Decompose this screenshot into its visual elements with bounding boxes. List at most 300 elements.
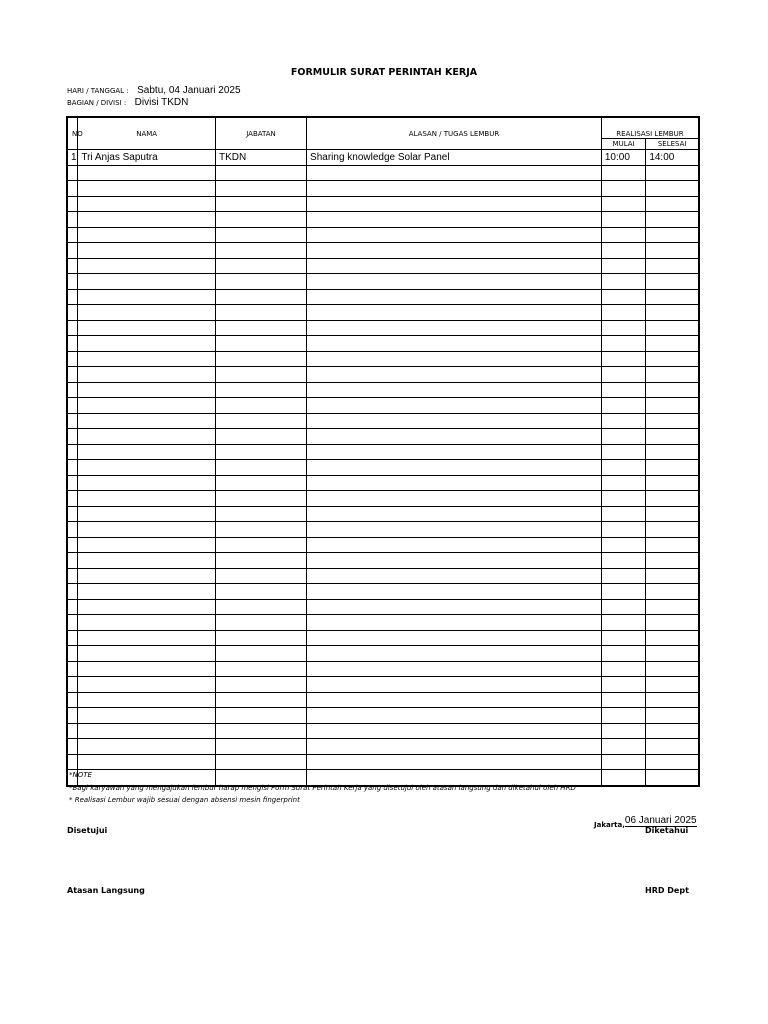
cell-jabatan[interactable] <box>215 305 306 321</box>
cell-jabatan[interactable] <box>215 243 306 259</box>
header-mulai: MULAI <box>601 139 645 150</box>
cell-jabatan[interactable] <box>215 398 306 414</box>
cell-jabatan[interactable] <box>215 568 306 584</box>
cell-nama[interactable] <box>78 165 216 181</box>
cell-nama[interactable] <box>78 522 216 538</box>
cell-jabatan[interactable] <box>215 367 306 383</box>
cell-jabatan[interactable] <box>215 429 306 445</box>
header-jabatan: JABATAN <box>215 117 306 150</box>
cell-nama[interactable] <box>78 413 216 429</box>
cell-no[interactable] <box>67 739 78 755</box>
cell-selesai[interactable] <box>646 351 699 367</box>
cell-mulai[interactable] <box>601 506 645 522</box>
cell-mulai[interactable] <box>601 522 645 538</box>
cell-alasan[interactable] <box>307 506 602 522</box>
cell-mulai[interactable] <box>601 584 645 600</box>
cell-mulai[interactable] <box>601 336 645 352</box>
cell-jabatan[interactable] <box>215 677 306 693</box>
cell-selesai[interactable] <box>646 398 699 414</box>
table-row <box>67 677 699 693</box>
cell-alasan[interactable] <box>307 181 602 197</box>
cell-jabatan[interactable] <box>215 351 306 367</box>
cell-selesai[interactable] <box>646 212 699 228</box>
cell-no[interactable] <box>67 305 78 321</box>
cell-nama[interactable] <box>78 305 216 321</box>
cell-jabatan[interactable] <box>215 336 306 352</box>
cell-mulai[interactable] <box>601 243 645 259</box>
cell-mulai[interactable] <box>601 692 645 708</box>
cell-nama[interactable] <box>78 196 216 212</box>
cell-alasan[interactable] <box>307 367 602 383</box>
table-row <box>67 274 699 290</box>
cell-selesai[interactable] <box>646 274 699 290</box>
cell-alasan[interactable] <box>307 429 602 445</box>
cell-alasan[interactable] <box>307 692 602 708</box>
hari-tanggal-value[interactable]: Sabtu, 04 Januari 2025 <box>137 85 241 96</box>
cell-mulai[interactable] <box>601 739 645 755</box>
notes <box>69 769 576 807</box>
cell-alasan[interactable] <box>307 661 602 677</box>
cell-jabatan[interactable] <box>215 723 306 739</box>
cell-alasan[interactable] <box>307 553 602 569</box>
cell-nama[interactable] <box>78 677 216 693</box>
cell-selesai[interactable] <box>646 584 699 600</box>
cell-nama[interactable] <box>78 320 216 336</box>
table-row <box>67 227 699 243</box>
table-row <box>67 258 699 274</box>
cell-alasan[interactable] <box>307 413 602 429</box>
cell-nama[interactable] <box>78 723 216 739</box>
cell-no[interactable] <box>67 615 78 631</box>
cell-mulai[interactable] <box>601 289 645 305</box>
cell-nama[interactable] <box>78 429 216 445</box>
cell-no[interactable] <box>67 320 78 336</box>
diketahui-label: Diketahui <box>645 826 689 835</box>
cell-alasan[interactable] <box>307 630 602 646</box>
cell-alasan[interactable] <box>307 677 602 693</box>
cell-no[interactable] <box>67 413 78 429</box>
cell-mulai[interactable] <box>601 661 645 677</box>
cell-jabatan[interactable] <box>215 320 306 336</box>
cell-jabatan[interactable] <box>215 506 306 522</box>
cell-jabatan[interactable] <box>215 537 306 553</box>
cell-mulai[interactable] <box>601 475 645 491</box>
cell-no[interactable] <box>67 181 78 197</box>
cell-alasan[interactable] <box>307 305 602 321</box>
cell-selesai[interactable] <box>646 615 699 631</box>
cell-nama[interactable] <box>78 398 216 414</box>
cell-jabatan[interactable] <box>215 181 306 197</box>
cell-nama[interactable] <box>78 212 216 228</box>
cell-mulai[interactable] <box>601 196 645 212</box>
cell-alasan[interactable] <box>307 460 602 476</box>
cell-no[interactable] <box>67 367 78 383</box>
cell-mulai[interactable]: 10:00 <box>601 150 645 166</box>
cell-no[interactable] <box>67 677 78 693</box>
cell-alasan[interactable] <box>307 475 602 491</box>
cell-nama[interactable] <box>78 460 216 476</box>
cell-alasan[interactable] <box>307 212 602 228</box>
cell-no[interactable] <box>67 460 78 476</box>
cell-selesai[interactable] <box>646 506 699 522</box>
cell-alasan[interactable] <box>307 289 602 305</box>
cell-jabatan[interactable] <box>215 491 306 507</box>
cell-alasan[interactable] <box>307 537 602 553</box>
cell-mulai[interactable] <box>601 553 645 569</box>
cell-nama[interactable] <box>78 615 216 631</box>
cell-no[interactable] <box>67 708 78 724</box>
cell-nama[interactable] <box>78 382 216 398</box>
cell-nama[interactable] <box>78 336 216 352</box>
cell-no[interactable] <box>67 630 78 646</box>
cell-alasan[interactable] <box>307 522 602 538</box>
overtime-table <box>66 116 700 787</box>
cell-no[interactable] <box>67 506 78 522</box>
table-row <box>67 692 699 708</box>
cell-mulai[interactable] <box>601 460 645 476</box>
cell-mulai[interactable] <box>601 258 645 274</box>
cell-jabatan[interactable] <box>215 444 306 460</box>
cell-alasan[interactable] <box>307 568 602 584</box>
header-realisasi: REALISASI LEMBUR <box>601 117 699 139</box>
cell-selesai[interactable] <box>646 599 699 615</box>
cell-selesai[interactable] <box>646 429 699 445</box>
cell-alasan[interactable] <box>307 274 602 290</box>
cell-selesai[interactable] <box>646 165 699 181</box>
cell-no[interactable] <box>67 537 78 553</box>
cell-alasan[interactable] <box>307 584 602 600</box>
table-row <box>67 305 699 321</box>
table-row <box>67 661 699 677</box>
cell-jabatan[interactable] <box>215 227 306 243</box>
cell-no[interactable] <box>67 398 78 414</box>
table-body <box>67 150 699 786</box>
table-row <box>67 150 699 166</box>
cell-selesai[interactable] <box>646 243 699 259</box>
cell-alasan[interactable] <box>307 336 602 352</box>
cell-alasan[interactable] <box>307 646 602 662</box>
cell-no[interactable] <box>67 336 78 352</box>
cell-jabatan[interactable] <box>215 165 306 181</box>
cell-nama[interactable] <box>78 274 216 290</box>
table-row <box>67 351 699 367</box>
cell-jabatan[interactable]: TKDN <box>215 150 306 166</box>
table-row <box>67 599 699 615</box>
cell-jabatan[interactable] <box>215 661 306 677</box>
cell-selesai[interactable] <box>646 320 699 336</box>
cell-jabatan[interactable] <box>215 475 306 491</box>
cell-no[interactable] <box>67 568 78 584</box>
table-row <box>67 584 699 600</box>
table-row <box>67 289 699 305</box>
cell-no[interactable] <box>67 243 78 259</box>
cell-selesai[interactable] <box>646 367 699 383</box>
cell-selesai[interactable] <box>646 305 699 321</box>
cell-mulai[interactable] <box>601 630 645 646</box>
cell-mulai[interactable] <box>601 754 645 770</box>
cell-jabatan[interactable] <box>215 754 306 770</box>
cell-mulai[interactable] <box>601 537 645 553</box>
place-label: Jakarta, <box>594 821 625 829</box>
cell-alasan[interactable] <box>307 444 602 460</box>
cell-no[interactable] <box>67 522 78 538</box>
cell-mulai[interactable] <box>601 227 645 243</box>
table-row <box>67 382 699 398</box>
cell-no[interactable] <box>67 212 78 228</box>
cell-no[interactable] <box>67 227 78 243</box>
cell-alasan[interactable] <box>307 258 602 274</box>
cell-jabatan[interactable] <box>215 196 306 212</box>
cell-selesai[interactable] <box>646 553 699 569</box>
cell-nama[interactable] <box>78 568 216 584</box>
cell-selesai[interactable] <box>646 336 699 352</box>
cell-no[interactable] <box>67 382 78 398</box>
cell-mulai[interactable] <box>601 382 645 398</box>
cell-selesai[interactable] <box>646 692 699 708</box>
cell-no[interactable] <box>67 661 78 677</box>
cell-nama[interactable] <box>78 289 216 305</box>
cell-selesai[interactable] <box>646 723 699 739</box>
cell-no[interactable] <box>67 584 78 600</box>
table-row <box>67 723 699 739</box>
cell-mulai[interactable] <box>601 615 645 631</box>
cell-mulai[interactable] <box>601 367 645 383</box>
table-row <box>67 181 699 197</box>
disetujui-label: Disetujui <box>67 826 108 835</box>
cell-jabatan[interactable] <box>215 522 306 538</box>
cell-no[interactable] <box>67 289 78 305</box>
cell-nama[interactable] <box>78 537 216 553</box>
cell-nama[interactable] <box>78 599 216 615</box>
cell-nama[interactable] <box>78 258 216 274</box>
cell-nama[interactable] <box>78 584 216 600</box>
cell-no[interactable] <box>67 646 78 662</box>
bagian-divisi-row <box>67 92 188 110</box>
note-line: *Bagi karyawan yang mengajukan lembur harap mengisi Form Surat Perintah Kerja yang disetujui oleh atasan langsung dan diketahui oleh HRD <box>69 783 576 792</box>
cell-nama[interactable] <box>78 646 216 662</box>
cell-selesai[interactable] <box>646 444 699 460</box>
cell-nama[interactable] <box>78 444 216 460</box>
cell-alasan[interactable] <box>307 227 602 243</box>
header-no: NO <box>67 117 78 150</box>
table-row <box>67 630 699 646</box>
cell-mulai[interactable] <box>601 351 645 367</box>
table-row <box>67 460 699 476</box>
bagian-divisi-value[interactable]: Divisi TKDN <box>134 97 189 108</box>
cell-selesai[interactable] <box>646 739 699 755</box>
cell-nama[interactable] <box>78 661 216 677</box>
cell-mulai[interactable] <box>601 274 645 290</box>
cell-nama[interactable] <box>78 506 216 522</box>
cell-alasan[interactable] <box>307 723 602 739</box>
cell-selesai[interactable] <box>646 770 699 786</box>
cell-selesai[interactable] <box>646 196 699 212</box>
atasan-langsung-label: Atasan Langsung <box>67 886 145 895</box>
cell-jabatan[interactable] <box>215 708 306 724</box>
cell-nama[interactable] <box>78 692 216 708</box>
cell-selesai[interactable]: 14:00 <box>646 150 699 166</box>
cell-selesai[interactable] <box>646 754 699 770</box>
cell-jabatan[interactable] <box>215 646 306 662</box>
cell-selesai[interactable] <box>646 708 699 724</box>
cell-no[interactable] <box>67 274 78 290</box>
cell-no[interactable] <box>67 723 78 739</box>
cell-mulai[interactable] <box>601 444 645 460</box>
cell-no[interactable] <box>67 475 78 491</box>
cell-no[interactable] <box>67 599 78 615</box>
cell-nama[interactable] <box>78 739 216 755</box>
cell-jabatan[interactable] <box>215 289 306 305</box>
cell-no[interactable] <box>67 692 78 708</box>
cell-mulai[interactable] <box>601 212 645 228</box>
cell-nama[interactable] <box>78 630 216 646</box>
cell-mulai[interactable] <box>601 491 645 507</box>
cell-alasan[interactable] <box>307 382 602 398</box>
cell-nama[interactable] <box>78 708 216 724</box>
cell-mulai[interactable] <box>601 181 645 197</box>
cell-alasan[interactable] <box>307 320 602 336</box>
cell-alasan[interactable]: Sharing knowledge Solar Panel <box>307 150 602 166</box>
cell-selesai[interactable] <box>646 522 699 538</box>
cell-alasan[interactable] <box>307 739 602 755</box>
cell-mulai[interactable] <box>601 770 645 786</box>
note-title: *NOTE <box>69 771 92 779</box>
cell-nama[interactable] <box>78 754 216 770</box>
cell-nama[interactable] <box>78 491 216 507</box>
signature-date[interactable]: 06 Januari 2025 <box>624 815 697 826</box>
table-row <box>67 537 699 553</box>
cell-alasan[interactable] <box>307 615 602 631</box>
cell-selesai[interactable] <box>646 661 699 677</box>
cell-jabatan[interactable] <box>215 739 306 755</box>
bagian-divisi-label: BAGIAN / DIVISI : <box>67 99 127 107</box>
cell-mulai[interactable] <box>601 708 645 724</box>
cell-no[interactable] <box>67 258 78 274</box>
header-selesai: SELESAI <box>646 139 699 150</box>
cell-no[interactable]: 1 <box>67 150 78 166</box>
cell-no[interactable] <box>67 165 78 181</box>
form-title: FORMULIR SURAT PERINTAH KERJA <box>290 67 478 78</box>
cell-jabatan[interactable] <box>215 692 306 708</box>
cell-selesai[interactable] <box>646 568 699 584</box>
cell-selesai[interactable] <box>646 382 699 398</box>
cell-jabatan[interactable] <box>215 258 306 274</box>
cell-nama[interactable] <box>78 351 216 367</box>
table-row <box>67 320 699 336</box>
cell-alasan[interactable] <box>307 754 602 770</box>
cell-selesai[interactable] <box>646 289 699 305</box>
table-row <box>67 444 699 460</box>
table-row <box>67 413 699 429</box>
table-row <box>67 429 699 445</box>
cell-mulai[interactable] <box>601 429 645 445</box>
cell-alasan[interactable] <box>307 491 602 507</box>
cell-nama[interactable] <box>78 475 216 491</box>
cell-mulai[interactable] <box>601 599 645 615</box>
cell-jabatan[interactable] <box>215 274 306 290</box>
cell-selesai[interactable] <box>646 181 699 197</box>
table-row <box>67 165 699 181</box>
cell-alasan[interactable] <box>307 708 602 724</box>
cell-selesai[interactable] <box>646 537 699 553</box>
cell-jabatan[interactable] <box>215 553 306 569</box>
cell-jabatan[interactable] <box>215 460 306 476</box>
cell-mulai[interactable] <box>601 723 645 739</box>
cell-mulai[interactable] <box>601 305 645 321</box>
cell-jabatan[interactable] <box>215 599 306 615</box>
cell-selesai[interactable] <box>646 258 699 274</box>
cell-nama[interactable]: Tri Anjas Saputra <box>78 150 216 166</box>
cell-alasan[interactable] <box>307 196 602 212</box>
cell-alasan[interactable] <box>307 398 602 414</box>
table-row <box>67 553 699 569</box>
table-row <box>67 491 699 507</box>
table-row <box>67 568 699 584</box>
cell-no[interactable] <box>67 491 78 507</box>
cell-selesai[interactable] <box>646 646 699 662</box>
cell-jabatan[interactable] <box>215 413 306 429</box>
cell-no[interactable] <box>67 553 78 569</box>
cell-selesai[interactable] <box>646 460 699 476</box>
note-line: * Realisasi Lembur wajib sesuai dengan absensi mesin fingerprint <box>69 796 300 804</box>
cell-jabatan[interactable] <box>215 382 306 398</box>
cell-jabatan[interactable] <box>215 630 306 646</box>
cell-alasan[interactable] <box>307 243 602 259</box>
cell-jabatan[interactable] <box>215 212 306 228</box>
cell-selesai[interactable] <box>646 677 699 693</box>
cell-jabatan[interactable] <box>215 615 306 631</box>
table-row <box>67 615 699 631</box>
cell-nama[interactable] <box>78 367 216 383</box>
cell-mulai[interactable] <box>601 646 645 662</box>
cell-selesai[interactable] <box>646 227 699 243</box>
cell-mulai[interactable] <box>601 677 645 693</box>
hari-tanggal-label: HARI / TANGGAL : <box>67 87 129 95</box>
cell-mulai[interactable] <box>601 398 645 414</box>
cell-selesai[interactable] <box>646 491 699 507</box>
cell-no[interactable] <box>67 754 78 770</box>
cell-no[interactable] <box>67 351 78 367</box>
cell-mulai[interactable] <box>601 413 645 429</box>
cell-mulai[interactable] <box>601 165 645 181</box>
cell-alasan[interactable] <box>307 351 602 367</box>
cell-no[interactable] <box>67 196 78 212</box>
cell-selesai[interactable] <box>646 630 699 646</box>
cell-nama[interactable] <box>78 181 216 197</box>
cell-mulai[interactable] <box>601 568 645 584</box>
cell-alasan[interactable] <box>307 599 602 615</box>
cell-nama[interactable] <box>78 553 216 569</box>
table-row <box>67 506 699 522</box>
cell-selesai[interactable] <box>646 475 699 491</box>
cell-nama[interactable] <box>78 243 216 259</box>
cell-no[interactable] <box>67 444 78 460</box>
table-row <box>67 754 699 770</box>
cell-nama[interactable] <box>78 227 216 243</box>
cell-alasan[interactable] <box>307 165 602 181</box>
hrd-dept-label: HRD Dept <box>645 886 689 895</box>
table-row <box>67 739 699 755</box>
cell-selesai[interactable] <box>646 413 699 429</box>
cell-no[interactable] <box>67 429 78 445</box>
header-alasan: ALASAN / TUGAS LEMBUR <box>307 117 602 150</box>
table-row <box>67 243 699 259</box>
table-row <box>67 398 699 414</box>
cell-jabatan[interactable] <box>215 584 306 600</box>
header-nama: NAMA <box>78 117 216 150</box>
cell-mulai[interactable] <box>601 320 645 336</box>
table-row <box>67 196 699 212</box>
